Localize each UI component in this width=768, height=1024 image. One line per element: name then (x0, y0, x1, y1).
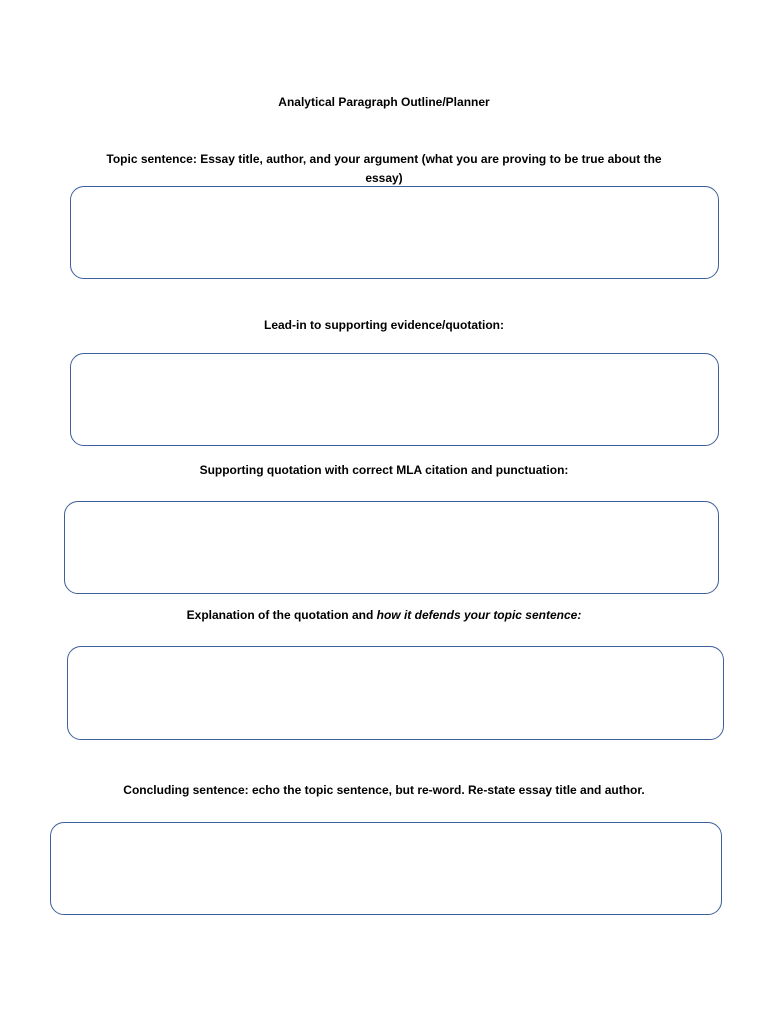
concluding-sentence-label: Concluding sentence: echo the topic sentence, but re-word. Re-state essay title and author. (123, 783, 645, 797)
lead-in-box[interactable] (70, 353, 719, 446)
page-title: Analytical Paragraph Outline/Planner (278, 95, 490, 109)
supporting-quotation-label: Supporting quotation with correct MLA citation and punctuation: (199, 463, 569, 477)
explanation-label (70, 606, 698, 625)
lead-in-label: Lead-in to supporting evidence/quotation: (264, 318, 504, 332)
concluding-sentence-box[interactable] (50, 822, 722, 915)
explanation-label-italic: how it defends your topic sentence: (376, 608, 582, 622)
explanation-label-plain: Explanation of the quotation and (186, 608, 377, 622)
supporting-quotation-box[interactable] (64, 501, 719, 594)
topic-sentence-label: Topic sentence: Essay title, author, and your argument (what you are proving to be true about the essay) (106, 152, 662, 185)
explanation-box[interactable] (67, 646, 724, 740)
topic-sentence-box[interactable] (70, 186, 719, 279)
